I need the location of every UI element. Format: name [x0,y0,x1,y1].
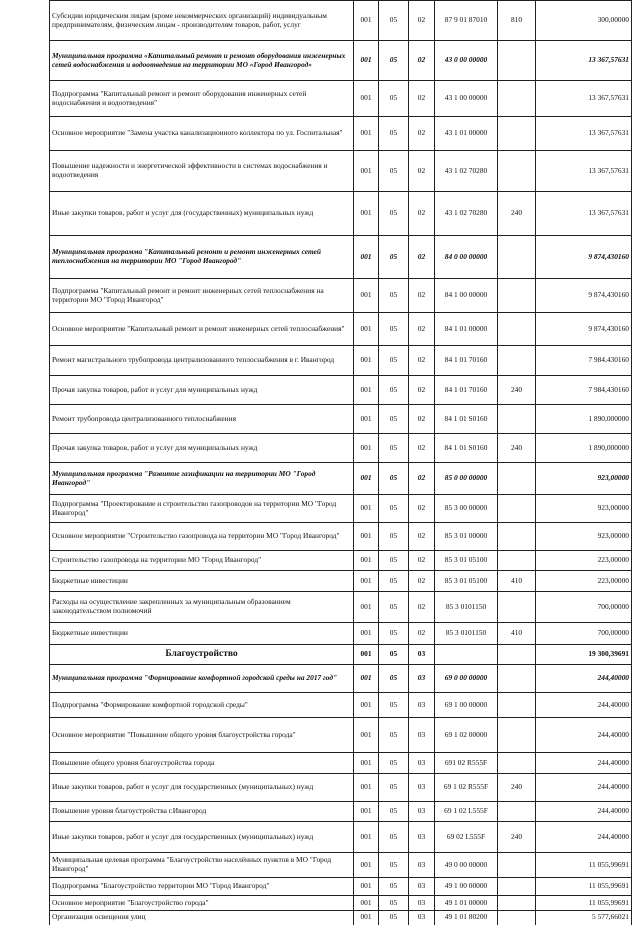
program-row [50,463,632,495]
row-sum: 11 055,99691 [536,896,632,911]
row-name: Подпрограмма "Проектирование и строительство газопроводов на территории МО "Город Ивангород" [50,495,354,523]
row-sum: 13 367,57631 [536,117,632,151]
row-code: 001 [354,495,379,523]
row-code: 001 [354,592,379,623]
row-target-article: 85 3 0101150 [435,623,498,645]
row-subsection: 03 [409,802,435,822]
row-section: 05 [379,117,409,151]
row-name: Муниципальная программа "Развитие газификации на территории МО "Город Ивангород" [50,463,354,495]
table-row [50,279,632,313]
row-section: 05 [379,718,409,753]
row-expense-type [498,911,536,925]
row-section: 05 [379,911,409,925]
row-sum: 223,00000 [536,571,632,592]
table-row [50,623,632,645]
row-expense-type [498,802,536,822]
row-code: 001 [354,774,379,802]
row-expense-type [498,551,536,571]
row-code: 001 [354,279,379,313]
row-code: 001 [354,376,379,405]
row-code: 001 [354,313,379,346]
row-target-article: 84 1 01 70160 [435,376,498,405]
row-target-article: 84 1 01 70160 [435,346,498,376]
row-subsection: 02 [409,1,435,41]
table-row [50,592,632,623]
row-code: 001 [354,911,379,925]
program-row [50,41,632,81]
row-code: 001 [354,81,379,117]
row-target-article: 84 1 00 00000 [435,279,498,313]
row-expense-type [498,81,536,117]
row-section: 05 [379,753,409,774]
row-code: 001 [354,463,379,495]
row-sum: 9 874,430160 [536,236,632,279]
row-expense-type [498,718,536,753]
table-row [50,151,632,192]
row-target-article: 69 02 L555F [435,822,498,853]
row-code: 001 [354,822,379,853]
row-expense-type [498,853,536,878]
row-section: 05 [379,592,409,623]
row-expense-type [498,523,536,551]
row-expense-type: 240 [498,376,536,405]
row-sum: 700,00000 [536,592,632,623]
row-sum: 13 367,57631 [536,151,632,192]
row-subsection: 03 [409,911,435,925]
row-subsection: 03 [409,878,435,896]
row-code: 001 [354,236,379,279]
row-expense-type [498,346,536,376]
row-name: Организация освещения улиц [50,911,354,925]
row-section: 05 [379,495,409,523]
row-target-article: 69 1 00 00000 [435,693,498,718]
row-target-article: 49 1 00 00000 [435,878,498,896]
row-target-article: 49 1 01 00000 [435,896,498,911]
row-expense-type [498,236,536,279]
section-row [50,645,632,665]
row-subsection: 03 [409,645,435,665]
row-expense-type: 410 [498,571,536,592]
table-row [50,1,632,41]
row-sum: 1 890,000000 [536,434,632,463]
row-code: 001 [354,346,379,376]
row-expense-type [498,753,536,774]
row-target-article: 49 1 01 80200 [435,911,498,925]
row-name: Иные закупки товаров, работ и услуг для государственных (муниципальных) нужд [50,774,354,802]
table-row [50,551,632,571]
row-name: Прочая закупка товаров, работ и услуг для муниципальных нужд [50,376,354,405]
row-section: 05 [379,645,409,665]
row-name: Повышение уровня благоустройства г.Ивангород [50,802,354,822]
row-expense-type: 810 [498,1,536,41]
row-name: Повышение общего уровня благоустройства города [50,753,354,774]
row-subsection: 03 [409,753,435,774]
row-target-article: 85 3 01 05100 [435,571,498,592]
row-name: Иные закупки товаров, работ и услуг для государственных (муниципальных) нужд [50,822,354,853]
row-subsection: 02 [409,313,435,346]
row-sum: 13 367,57631 [536,41,632,81]
row-sum: 19 300,39691 [536,645,632,665]
row-name: Бюджетные инвестиции [50,571,354,592]
row-expense-type [498,279,536,313]
row-section: 05 [379,623,409,645]
row-name: Подпрограмма "Капитальный ремонт и ремонт оборудования инженерных сетей водоснабжения и водоотведения" [50,81,354,117]
row-expense-type [498,665,536,693]
table-row [50,853,632,878]
table-row [50,117,632,151]
row-code: 001 [354,551,379,571]
row-target-article: 49 0 00 00000 [435,853,498,878]
row-code: 001 [354,693,379,718]
row-section: 05 [379,802,409,822]
row-subsection: 03 [409,693,435,718]
row-code: 001 [354,571,379,592]
row-expense-type: 240 [498,774,536,802]
row-code: 001 [354,645,379,665]
table-row [50,495,632,523]
row-subsection: 02 [409,376,435,405]
row-target-article: 85 0 00 00000 [435,463,498,495]
row-target-article [435,645,498,665]
row-subsection: 03 [409,774,435,802]
row-target-article: 84 1 01 00000 [435,313,498,346]
row-sum: 244,40000 [536,822,632,853]
row-name: Субсидии юридическим лицам (кроме некоммерческих организаций) индивидуальным предпринимателям, физическим лицам - производителям товаров, работ, услуг [50,1,354,41]
table-row [50,376,632,405]
row-code: 001 [354,117,379,151]
row-section: 05 [379,405,409,434]
table-row [50,434,632,463]
row-name: Подпрограмма "Капитальный ремонт и ремонт инженерных сетей теплоснабжения на территории МО "Город Ивангород" [50,279,354,313]
row-target-article: 85 3 0101150 [435,592,498,623]
row-target-article: 84 1 01 S0160 [435,405,498,434]
row-expense-type: 240 [498,822,536,853]
row-sum: 13 367,57631 [536,192,632,236]
row-section: 05 [379,313,409,346]
row-name: Основное мероприятие "Благоустройство города" [50,896,354,911]
row-code: 001 [354,802,379,822]
row-expense-type: 240 [498,434,536,463]
row-name: Муниципальная целевая программа "Благоустройство населённых пунктов в МО "Город Ивангород" [50,853,354,878]
row-section: 05 [379,853,409,878]
row-subsection: 03 [409,718,435,753]
row-code: 001 [354,878,379,896]
row-code: 001 [354,718,379,753]
row-name: Строительство газопровода на территории МО "Город Ивангород" [50,551,354,571]
row-sum: 223,00000 [536,551,632,571]
table-row [50,774,632,802]
row-target-article: 691 02 R555F [435,753,498,774]
row-code: 001 [354,853,379,878]
row-expense-type [498,896,536,911]
row-section: 05 [379,665,409,693]
row-sum: 9 874,430160 [536,313,632,346]
row-name: Муниципальная программа «Капитальный ремонт и ремонт оборудования инженерных сетей водоснабжения и водоотведения на территории МО «Город Ивангород» [50,41,354,81]
row-subsection: 02 [409,236,435,279]
table-row [50,753,632,774]
row-target-article: 85 3 01 00000 [435,523,498,551]
table-row [50,313,632,346]
table-row [50,405,632,434]
row-target-article: 43 1 00 00000 [435,81,498,117]
row-target-article: 69 1 02 L555F [435,802,498,822]
row-subsection: 02 [409,571,435,592]
row-subsection: 02 [409,41,435,81]
table-row [50,81,632,117]
row-section: 05 [379,822,409,853]
row-expense-type [498,41,536,81]
row-sum: 244,40000 [536,693,632,718]
row-name: Иные закупки товаров, работ и услуг для (государственных) муниципальных нужд [50,192,354,236]
row-subsection: 02 [409,523,435,551]
row-code: 001 [354,753,379,774]
row-sum: 11 055,99691 [536,878,632,896]
row-subsection: 02 [409,346,435,376]
row-sum: 9 874,430160 [536,279,632,313]
row-section: 05 [379,192,409,236]
row-section: 05 [379,463,409,495]
row-target-article: 85 3 00 00000 [435,495,498,523]
row-subsection: 02 [409,495,435,523]
program-row [50,665,632,693]
row-subsection: 02 [409,434,435,463]
row-section: 05 [379,376,409,405]
row-expense-type: 410 [498,623,536,645]
row-section: 05 [379,693,409,718]
row-code: 001 [354,192,379,236]
row-sum: 5 577,66021 [536,911,632,925]
row-section: 05 [379,523,409,551]
row-target-article: 84 1 01 S0160 [435,434,498,463]
row-expense-type [498,313,536,346]
table-row [50,802,632,822]
row-subsection: 02 [409,405,435,434]
row-subsection: 03 [409,853,435,878]
row-section: 05 [379,81,409,117]
row-target-article: 43 1 02 70280 [435,151,498,192]
row-target-article: 43 1 02 70280 [435,192,498,236]
row-expense-type [498,878,536,896]
row-subsection: 02 [409,81,435,117]
row-expense-type [498,592,536,623]
row-sum: 13 367,57631 [536,81,632,117]
row-subsection: 03 [409,896,435,911]
row-expense-type [498,693,536,718]
table-row [50,718,632,753]
row-sum: 244,40000 [536,718,632,753]
row-name: Ремонт трубопровода централизованного теплоснабжения [50,405,354,434]
table-body [50,1,632,925]
row-target-article: 85 3 01 05100 [435,551,498,571]
row-subsection: 02 [409,463,435,495]
row-expense-type [498,495,536,523]
row-subsection: 02 [409,279,435,313]
row-name: Бюджетные инвестиции [50,623,354,645]
table-row [50,896,632,911]
row-name: Основное мероприятие "Капитальный ремонт и ремонт инженерных сетей теплоснабжения" [50,313,354,346]
row-section: 05 [379,1,409,41]
row-sum: 244,40000 [536,753,632,774]
row-name: Расходы на осуществление закрепленных за муниципальным образованием законодательством полномочий [50,592,354,623]
row-section: 05 [379,434,409,463]
row-name: Прочая закупка товаров, работ и услуг для муниципальных нужд [50,434,354,463]
row-name: Подпрограмма "Благоустройство территории МО "Город Ивангород" [50,878,354,896]
row-subsection: 02 [409,551,435,571]
row-section: 05 [379,236,409,279]
row-name: Муниципальная программа "Формирование комфортной городской среды на 2017 год" [50,665,354,693]
row-section: 05 [379,551,409,571]
table-row [50,571,632,592]
row-expense-type [498,645,536,665]
row-sum: 11 055,99691 [536,853,632,878]
row-code: 001 [354,896,379,911]
row-name: Ремонт магистрального трубопровода централизованного теплоснабжения в г. Ивангород [50,346,354,376]
row-subsection: 02 [409,623,435,645]
table-row [50,346,632,376]
row-target-article: 69 1 02 00000 [435,718,498,753]
table-row [50,822,632,853]
table-row [50,693,632,718]
table-row [50,911,632,925]
row-section: 05 [379,279,409,313]
row-subsection: 02 [409,117,435,151]
budget-table [49,0,632,925]
row-target-article: 69 1 02 R555F [435,774,498,802]
row-target-article: 43 0 00 00000 [435,41,498,81]
row-expense-type [498,117,536,151]
row-code: 001 [354,405,379,434]
row-target-article: 87 9 01 87010 [435,1,498,41]
row-subsection: 03 [409,822,435,853]
row-code: 001 [354,151,379,192]
row-code: 001 [354,623,379,645]
row-expense-type [498,463,536,495]
row-subsection: 02 [409,192,435,236]
row-target-article: 69 0 00 00000 [435,665,498,693]
table-row [50,523,632,551]
row-section: 05 [379,896,409,911]
table-row [50,192,632,236]
row-sum: 700,00000 [536,623,632,645]
row-sum: 244,40000 [536,665,632,693]
row-section: 05 [379,41,409,81]
row-section: 05 [379,151,409,192]
row-section: 05 [379,878,409,896]
row-code: 001 [354,665,379,693]
row-sum: 923,00000 [536,495,632,523]
row-subsection: 02 [409,592,435,623]
row-sum: 923,00000 [536,463,632,495]
row-name: Основное мероприятие "Строительство газопровода на территории МО "Город Ивангород" [50,523,354,551]
row-name: Подпрограмма "Формирование комфортной городской среды" [50,693,354,718]
row-name: Повышение надежности и энергетической эффективности в системах водоснабжения и водоотведения [50,151,354,192]
row-sum: 7 984,430160 [536,346,632,376]
row-target-article: 84 0 00 00000 [435,236,498,279]
row-code: 001 [354,434,379,463]
row-section: 05 [379,571,409,592]
row-sum: 244,40000 [536,802,632,822]
program-row [50,236,632,279]
row-target-article: 43 1 01 00000 [435,117,498,151]
row-expense-type [498,405,536,434]
row-name: Благоустройство [50,645,354,665]
row-code: 001 [354,1,379,41]
row-name: Муниципальная программа "Капитальный ремонт и ремонт инженерных сетей теплоснабжения на территории МО "Город Ивангород" [50,236,354,279]
row-expense-type: 240 [498,192,536,236]
row-expense-type [498,151,536,192]
row-subsection: 03 [409,665,435,693]
row-name: Основное мероприятие "Замена участка канализационного коллектора по ул. Госпитальная" [50,117,354,151]
row-sum: 300,00000 [536,1,632,41]
row-sum: 7 984,430160 [536,376,632,405]
row-section: 05 [379,346,409,376]
row-code: 001 [354,523,379,551]
row-sum: 1 890,000000 [536,405,632,434]
row-sum: 244,40000 [536,774,632,802]
row-subsection: 02 [409,151,435,192]
row-name: Основное мероприятие "Повышение общего уровня благоустройства города" [50,718,354,753]
table-row [50,878,632,896]
row-code: 001 [354,41,379,81]
row-section: 05 [379,774,409,802]
row-sum: 923,00000 [536,523,632,551]
